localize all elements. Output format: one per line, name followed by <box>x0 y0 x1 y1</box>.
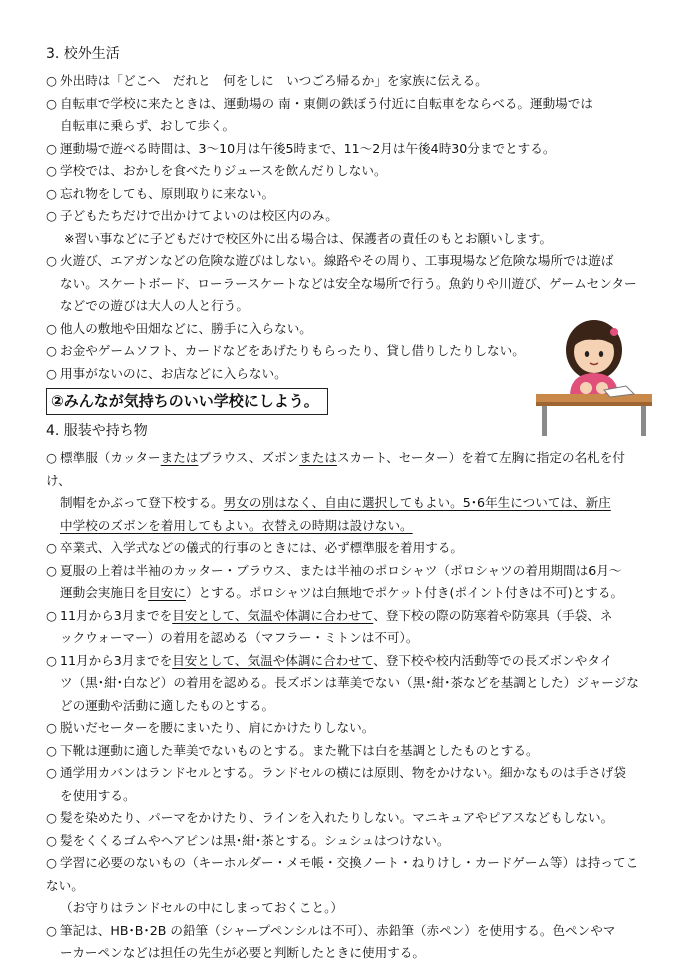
slogan-text: みんなが気持ちのいい学校にしよう。 <box>63 392 319 410</box>
list-item-continuation: を使用する。 <box>60 787 136 803</box>
list-item: ○ 髪をくくるゴムやヘアピンは黒･紺･茶とする。シュシュはつけない。 <box>46 830 642 853</box>
list-item: ○ 他人の敷地や田畑などに、勝手に入らない。 <box>46 318 642 341</box>
bullet: ○ <box>46 208 57 223</box>
list-item: ○ 運動場で遊べる時間は、3～10月は午後5時まで、11～2月は午後4時30分までとする。 <box>46 138 642 161</box>
bullet: ○ <box>46 742 57 758</box>
section-4-heading: 4. 服装や持ち物 <box>46 423 148 439</box>
note-text: ※習い事などに子どもだけで校区外に出る場合は、保護者の責任のもとお願いします。 <box>64 230 553 246</box>
bullet: ○ <box>46 540 57 555</box>
list-item: ○ 筆記は、HB･B･2B の鉛筆（シャープペンシルは不可）、赤鉛筆（赤ペン）を使用する。色ペンやマ <box>46 920 642 943</box>
bullet: ○ <box>46 343 57 358</box>
bullet: ○ <box>46 73 57 88</box>
slogan-banner <box>46 388 328 415</box>
right-eye <box>599 351 603 357</box>
bullet: ○ <box>46 140 57 156</box>
bullet: ○ <box>46 607 57 623</box>
bullet: ○ <box>46 185 57 201</box>
list-item: ○ 髪を染めたり、パーマをかけたり、ラインを入れたりしない。マニキュアやピアスなどもしない。 <box>46 807 642 830</box>
list-item: ○ 外出時は「どこへ だれと 何をしに いつごろ帰るか」を家族に伝える。 <box>46 70 642 93</box>
list-item: ○ 標準服（カッターまたはブラウス、ズボンまたはスカート、セーター）を着て左胸に指定の名札を付け、 <box>46 447 642 492</box>
bullet: ○ <box>46 365 57 381</box>
left-hand <box>580 382 592 394</box>
student-at-desk-illustration <box>530 310 658 438</box>
left-eye <box>585 351 589 357</box>
list-item-continuation: ーカーペンなどは担任の先生が必要と判断したときに使用する。 <box>60 945 425 960</box>
list-item-continuation: ツ（黒･紺･白など）の着用を認める。長ズボンは華美でない（黒･紺･茶などを基調とした）ジャージな <box>60 675 639 690</box>
list-item: ○ 夏服の上着は半袖のカッター・ブラウス、または半袖のポロシャツ（ポロシャツの着用期間は6月～ <box>46 560 642 583</box>
list-item: ○ 学習に必要のないもの（キーホルダー・メモ帳・交換ノート・ねりけし・カードゲーム等）は持ってこない。 <box>46 852 642 897</box>
list-item: ○ 11月から3月までを目安として、気温や体調に合わせて、登下校の際の防寒着や防寒具（手袋、ネ <box>46 605 642 628</box>
list-item: ○ 下靴は運動に適した華美でないものとする。また靴下は白を基調としたものとする。 <box>46 740 642 763</box>
list-item: ○ 火遊び、エアガンなどの危険な遊びはしない。線路やその周り、工事現場など危険な場所では遊ば <box>46 250 642 273</box>
list-item: ○ 用事がないのに、お店などに入らない。 <box>46 363 642 386</box>
bullet: ○ <box>46 652 57 668</box>
list-item: ○ 脱いだセーターを腰にまいたり、肩にかけたりしない。 <box>46 717 642 740</box>
list-item: ○ 通学用カバンはランドセルとする。ランドセルの横には原則、物をかけない。細かなものは手さげ袋 <box>46 762 642 785</box>
bullet: ○ <box>46 810 57 825</box>
bullet: ○ <box>46 320 57 336</box>
list-item-continuation: 運動会実施日を目安に）とする。ポロシャツは白無地でポケット付き(ポイント付きは不可)とする。 <box>60 585 624 600</box>
bullet: ○ <box>46 720 57 735</box>
section-3-heading: 3. 校外生活 <box>46 46 120 62</box>
list-item: ○ お金やゲームソフト、カードなどをあげたりもらったり、貸し借りしたりしない。 <box>46 340 642 363</box>
bullet: ○ <box>46 832 57 848</box>
bullet: ○ <box>46 163 57 178</box>
list-item: ○ 学校では、おかしを食べたりジュースを飲んだりしない。 <box>46 160 642 183</box>
bullet: ○ <box>46 95 57 111</box>
list-item-continuation: どの運動や活動に適したものとする。 <box>60 697 275 713</box>
desk-top <box>536 394 652 402</box>
hair-tie <box>610 328 618 336</box>
list-item-continuation: 自転車に乗らず、おして歩く。 <box>60 118 236 133</box>
bullet: ○ <box>46 253 57 268</box>
list-item: ○ 自転車で学校に来たときは、運動場の 南・東側の鉄ぼう付近に自転車をならべる。運動場では <box>46 93 642 116</box>
list-item-continuation: などでの遊びは大人の人と行う。 <box>60 298 249 313</box>
bullet: ○ <box>46 562 57 578</box>
list-item-continuation: ない。スケートボード、ローラースケートなどは安全な場所で行う。魚釣りや川遊び、ゲームセンター <box>60 275 637 291</box>
desk-leg <box>641 406 646 436</box>
list-item: ○ 忘れ物をしても、原則取りに来ない。 <box>46 183 642 206</box>
bullet: ○ <box>46 765 57 780</box>
list-item: ○ 卒業式、入学式などの儀式的行事のときには、必ず標準服を着用する。 <box>46 537 642 560</box>
list-item: ○ 11月から3月までを目安として、気温や体調に合わせて、登下校や校内活動等での長ズボンやタイ <box>46 650 642 673</box>
slogan-number: ② <box>51 392 64 410</box>
bullet: ○ <box>46 855 57 870</box>
list-item-continuation: 中学校のズボンを着用してもよい。衣替えの時期は設けない。 <box>60 517 413 533</box>
list-item-continuation: （お守りはランドセルの中にしまっておくこと。） <box>60 900 343 915</box>
bullet: ○ <box>46 922 57 938</box>
desk-leg <box>542 406 547 436</box>
list-item: ○ 子どもたちだけで出かけてよいのは校区内のみ。 <box>46 205 642 228</box>
list-item-continuation: ックウォーマー）の着用を認める（マフラー・ミトンは不可）。 <box>60 630 419 645</box>
bullet: ○ <box>46 450 57 465</box>
list-item-continuation: 制帽をかぶって登下校する。男女の別はなく、自由に選択してもよい。5･6年生については、新庄 <box>60 495 611 510</box>
section-4-list <box>46 447 642 965</box>
